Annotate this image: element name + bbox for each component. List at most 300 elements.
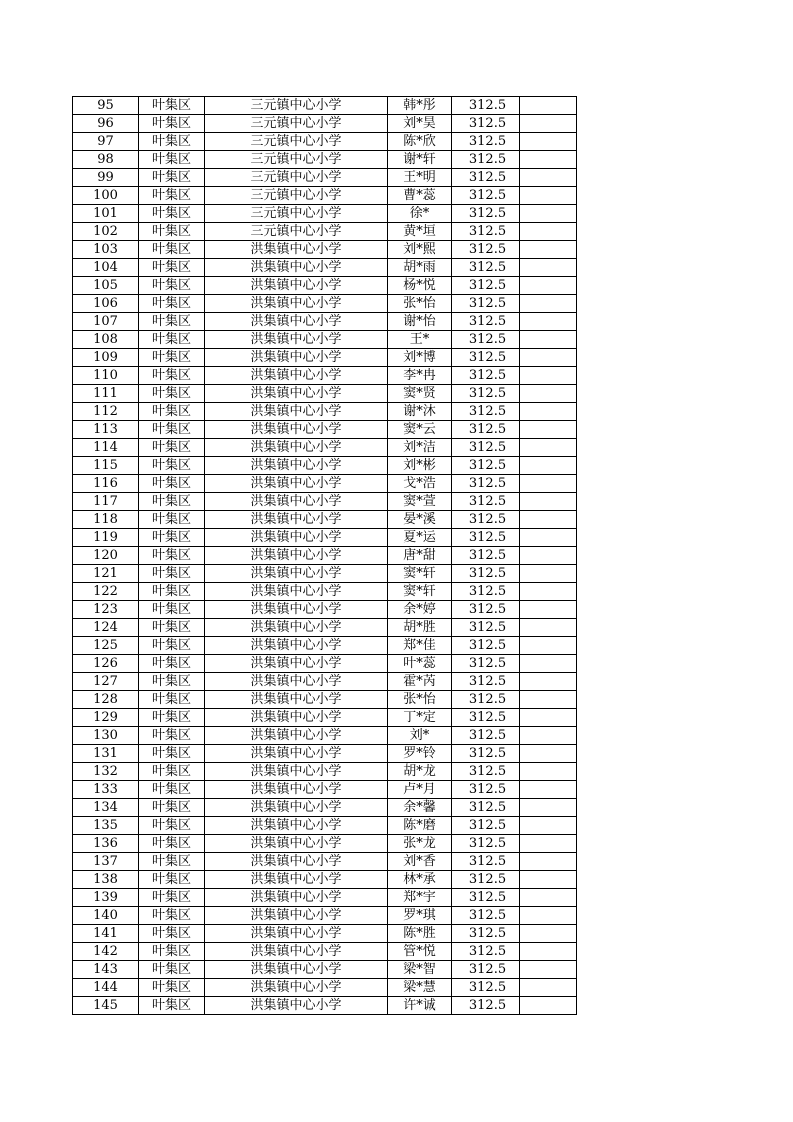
note-cell — [520, 97, 577, 115]
note-cell — [520, 259, 577, 277]
school-cell: 洪集镇中心小学 — [205, 943, 388, 961]
note-cell — [520, 331, 577, 349]
student-name-cell: 张*怡 — [388, 691, 452, 709]
note-cell — [520, 619, 577, 637]
district-cell: 叶集区 — [139, 187, 205, 205]
school-cell: 洪集镇中心小学 — [205, 241, 388, 259]
district-cell: 叶集区 — [139, 403, 205, 421]
school-cell: 洪集镇中心小学 — [205, 889, 388, 907]
school-cell: 洪集镇中心小学 — [205, 817, 388, 835]
student-name-cell: 唐*甜 — [388, 547, 452, 565]
school-cell: 三元镇中心小学 — [205, 97, 388, 115]
table-row — [73, 403, 577, 421]
table-row — [73, 385, 577, 403]
student-name-cell: 刘* — [388, 727, 452, 745]
table-row — [73, 871, 577, 889]
district-cell: 叶集区 — [139, 295, 205, 313]
note-cell — [520, 907, 577, 925]
student-name-cell: 罗*铃 — [388, 745, 452, 763]
student-name-cell: 梁*慧 — [388, 979, 452, 997]
student-name-cell: 谢*轩 — [388, 151, 452, 169]
district-cell: 叶集区 — [139, 493, 205, 511]
row-number-cell: 128 — [73, 691, 139, 709]
score-cell: 312.5 — [452, 799, 520, 817]
school-cell: 洪集镇中心小学 — [205, 961, 388, 979]
school-cell: 洪集镇中心小学 — [205, 601, 388, 619]
table-row — [73, 979, 577, 997]
school-cell: 洪集镇中心小学 — [205, 835, 388, 853]
row-number-cell: 140 — [73, 907, 139, 925]
table-row — [73, 439, 577, 457]
note-cell — [520, 763, 577, 781]
table-row — [73, 637, 577, 655]
school-cell: 洪集镇中心小学 — [205, 907, 388, 925]
table-row — [73, 565, 577, 583]
table-row — [73, 745, 577, 763]
row-number-cell: 132 — [73, 763, 139, 781]
table-row — [73, 529, 577, 547]
student-name-cell: 刘*熙 — [388, 241, 452, 259]
student-name-cell: 陈*欣 — [388, 133, 452, 151]
school-cell: 洪集镇中心小学 — [205, 403, 388, 421]
note-cell — [520, 295, 577, 313]
row-number-cell: 100 — [73, 187, 139, 205]
table-row — [73, 151, 577, 169]
row-number-cell: 106 — [73, 295, 139, 313]
district-cell: 叶集区 — [139, 475, 205, 493]
row-number-cell: 113 — [73, 421, 139, 439]
table-row — [73, 997, 577, 1015]
row-number-cell: 130 — [73, 727, 139, 745]
district-cell: 叶集区 — [139, 745, 205, 763]
row-number-cell: 119 — [73, 529, 139, 547]
school-cell: 三元镇中心小学 — [205, 151, 388, 169]
district-cell: 叶集区 — [139, 151, 205, 169]
student-name-cell: 陈*磨 — [388, 817, 452, 835]
note-cell — [520, 529, 577, 547]
score-cell: 312.5 — [452, 475, 520, 493]
district-cell: 叶集区 — [139, 457, 205, 475]
district-cell: 叶集区 — [139, 691, 205, 709]
note-cell — [520, 817, 577, 835]
table-row — [73, 835, 577, 853]
district-cell: 叶集区 — [139, 619, 205, 637]
note-cell — [520, 943, 577, 961]
score-table — [72, 96, 577, 1015]
district-cell: 叶集区 — [139, 385, 205, 403]
district-cell: 叶集区 — [139, 223, 205, 241]
school-cell: 洪集镇中心小学 — [205, 367, 388, 385]
row-number-cell: 108 — [73, 331, 139, 349]
row-number-cell: 137 — [73, 853, 139, 871]
note-cell — [520, 979, 577, 997]
district-cell: 叶集区 — [139, 781, 205, 799]
district-cell: 叶集区 — [139, 421, 205, 439]
district-cell: 叶集区 — [139, 925, 205, 943]
row-number-cell: 125 — [73, 637, 139, 655]
note-cell — [520, 205, 577, 223]
school-cell: 洪集镇中心小学 — [205, 259, 388, 277]
score-cell: 312.5 — [452, 277, 520, 295]
school-cell: 三元镇中心小学 — [205, 115, 388, 133]
note-cell — [520, 241, 577, 259]
table-row — [73, 115, 577, 133]
student-name-cell: 王* — [388, 331, 452, 349]
score-cell: 312.5 — [452, 619, 520, 637]
row-number-cell: 144 — [73, 979, 139, 997]
school-cell: 洪集镇中心小学 — [205, 925, 388, 943]
row-number-cell: 123 — [73, 601, 139, 619]
note-cell — [520, 637, 577, 655]
student-name-cell: 管*悦 — [388, 943, 452, 961]
student-name-cell: 罗*琪 — [388, 907, 452, 925]
score-cell: 312.5 — [452, 871, 520, 889]
row-number-cell: 118 — [73, 511, 139, 529]
note-cell — [520, 781, 577, 799]
note-cell — [520, 439, 577, 457]
school-cell: 洪集镇中心小学 — [205, 763, 388, 781]
school-cell: 洪集镇中心小学 — [205, 727, 388, 745]
row-number-cell: 134 — [73, 799, 139, 817]
note-cell — [520, 655, 577, 673]
student-name-cell: 张*怡 — [388, 295, 452, 313]
table-row — [73, 457, 577, 475]
school-cell: 洪集镇中心小学 — [205, 583, 388, 601]
note-cell — [520, 691, 577, 709]
score-table-body — [73, 97, 577, 1015]
score-cell: 312.5 — [452, 349, 520, 367]
row-number-cell: 127 — [73, 673, 139, 691]
student-name-cell: 曹*蕊 — [388, 187, 452, 205]
row-number-cell: 105 — [73, 277, 139, 295]
row-number-cell: 145 — [73, 997, 139, 1015]
district-cell: 叶集区 — [139, 799, 205, 817]
table-row — [73, 961, 577, 979]
school-cell: 洪集镇中心小学 — [205, 637, 388, 655]
table-row — [73, 349, 577, 367]
note-cell — [520, 115, 577, 133]
row-number-cell: 141 — [73, 925, 139, 943]
row-number-cell: 110 — [73, 367, 139, 385]
table-row — [73, 295, 577, 313]
table-row — [73, 727, 577, 745]
note-cell — [520, 745, 577, 763]
table-row — [73, 241, 577, 259]
student-name-cell: 胡*雨 — [388, 259, 452, 277]
score-cell: 312.5 — [452, 601, 520, 619]
district-cell: 叶集区 — [139, 979, 205, 997]
student-name-cell: 窦*贤 — [388, 385, 452, 403]
district-cell: 叶集区 — [139, 673, 205, 691]
school-cell: 洪集镇中心小学 — [205, 421, 388, 439]
note-cell — [520, 457, 577, 475]
note-cell — [520, 835, 577, 853]
student-name-cell: 郑*宇 — [388, 889, 452, 907]
note-cell — [520, 853, 577, 871]
student-name-cell: 张*龙 — [388, 835, 452, 853]
table-row — [73, 853, 577, 871]
district-cell: 叶集区 — [139, 529, 205, 547]
score-cell: 312.5 — [452, 439, 520, 457]
note-cell — [520, 187, 577, 205]
note-cell — [520, 799, 577, 817]
table-row — [73, 943, 577, 961]
note-cell — [520, 367, 577, 385]
score-cell: 312.5 — [452, 781, 520, 799]
district-cell: 叶集区 — [139, 313, 205, 331]
row-number-cell: 126 — [73, 655, 139, 673]
student-name-cell: 窦*云 — [388, 421, 452, 439]
table-row — [73, 583, 577, 601]
district-cell: 叶集区 — [139, 601, 205, 619]
note-cell — [520, 475, 577, 493]
table-row — [73, 655, 577, 673]
row-number-cell: 107 — [73, 313, 139, 331]
district-cell: 叶集区 — [139, 547, 205, 565]
table-row — [73, 763, 577, 781]
row-number-cell: 115 — [73, 457, 139, 475]
school-cell: 洪集镇中心小学 — [205, 673, 388, 691]
score-cell: 312.5 — [452, 673, 520, 691]
student-name-cell: 胡*龙 — [388, 763, 452, 781]
district-cell: 叶集区 — [139, 97, 205, 115]
school-cell: 洪集镇中心小学 — [205, 853, 388, 871]
score-cell: 312.5 — [452, 97, 520, 115]
table-row — [73, 133, 577, 151]
student-name-cell: 林*承 — [388, 871, 452, 889]
table-row — [73, 817, 577, 835]
school-cell: 洪集镇中心小学 — [205, 349, 388, 367]
table-row — [73, 97, 577, 115]
score-cell: 312.5 — [452, 547, 520, 565]
score-cell: 312.5 — [452, 457, 520, 475]
school-cell: 洪集镇中心小学 — [205, 655, 388, 673]
score-cell: 312.5 — [452, 727, 520, 745]
score-cell: 312.5 — [452, 691, 520, 709]
table-row — [73, 493, 577, 511]
note-cell — [520, 583, 577, 601]
district-cell: 叶集区 — [139, 439, 205, 457]
score-cell: 312.5 — [452, 583, 520, 601]
table-row — [73, 781, 577, 799]
school-cell: 洪集镇中心小学 — [205, 745, 388, 763]
student-name-cell: 余*馨 — [388, 799, 452, 817]
row-number-cell: 122 — [73, 583, 139, 601]
note-cell — [520, 547, 577, 565]
student-name-cell: 刘*昊 — [388, 115, 452, 133]
student-name-cell: 许*诚 — [388, 997, 452, 1015]
note-cell — [520, 349, 577, 367]
note-cell — [520, 277, 577, 295]
note-cell — [520, 421, 577, 439]
district-cell: 叶集区 — [139, 727, 205, 745]
student-name-cell: 余*婷 — [388, 601, 452, 619]
note-cell — [520, 313, 577, 331]
district-cell: 叶集区 — [139, 889, 205, 907]
row-number-cell: 133 — [73, 781, 139, 799]
district-cell: 叶集区 — [139, 835, 205, 853]
score-cell: 312.5 — [452, 367, 520, 385]
district-cell: 叶集区 — [139, 133, 205, 151]
row-number-cell: 95 — [73, 97, 139, 115]
table-row — [73, 799, 577, 817]
school-cell: 洪集镇中心小学 — [205, 277, 388, 295]
table-row — [73, 925, 577, 943]
student-name-cell: 叶*蕊 — [388, 655, 452, 673]
district-cell: 叶集区 — [139, 961, 205, 979]
row-number-cell: 131 — [73, 745, 139, 763]
district-cell: 叶集区 — [139, 637, 205, 655]
score-cell: 312.5 — [452, 313, 520, 331]
row-number-cell: 142 — [73, 943, 139, 961]
student-name-cell: 韩*彤 — [388, 97, 452, 115]
student-name-cell: 窦*轩 — [388, 565, 452, 583]
table-row — [73, 223, 577, 241]
note-cell — [520, 673, 577, 691]
note-cell — [520, 961, 577, 979]
score-cell: 312.5 — [452, 979, 520, 997]
school-cell: 洪集镇中心小学 — [205, 439, 388, 457]
row-number-cell: 135 — [73, 817, 139, 835]
school-cell: 洪集镇中心小学 — [205, 781, 388, 799]
note-cell — [520, 709, 577, 727]
student-name-cell: 谢*怡 — [388, 313, 452, 331]
student-name-cell: 刘*洁 — [388, 439, 452, 457]
school-cell: 洪集镇中心小学 — [205, 529, 388, 547]
school-cell: 洪集镇中心小学 — [205, 619, 388, 637]
district-cell: 叶集区 — [139, 349, 205, 367]
school-cell: 洪集镇中心小学 — [205, 385, 388, 403]
table-row — [73, 187, 577, 205]
score-cell: 312.5 — [452, 187, 520, 205]
table-row — [73, 547, 577, 565]
row-number-cell: 112 — [73, 403, 139, 421]
school-cell: 洪集镇中心小学 — [205, 709, 388, 727]
score-cell: 312.5 — [452, 907, 520, 925]
table-row — [73, 619, 577, 637]
student-name-cell: 晏*溪 — [388, 511, 452, 529]
district-cell: 叶集区 — [139, 709, 205, 727]
row-number-cell: 111 — [73, 385, 139, 403]
student-name-cell: 窦*轩 — [388, 583, 452, 601]
score-cell: 312.5 — [452, 637, 520, 655]
table-row — [73, 277, 577, 295]
table-row — [73, 511, 577, 529]
district-cell: 叶集区 — [139, 871, 205, 889]
student-name-cell: 郑*佳 — [388, 637, 452, 655]
student-name-cell: 刘*博 — [388, 349, 452, 367]
score-cell: 312.5 — [452, 997, 520, 1015]
school-cell: 洪集镇中心小学 — [205, 979, 388, 997]
score-cell: 312.5 — [452, 331, 520, 349]
table-row — [73, 475, 577, 493]
score-cell: 312.5 — [452, 961, 520, 979]
table-row — [73, 331, 577, 349]
school-cell: 洪集镇中心小学 — [205, 475, 388, 493]
district-cell: 叶集区 — [139, 241, 205, 259]
note-cell — [520, 151, 577, 169]
student-name-cell: 王*明 — [388, 169, 452, 187]
district-cell: 叶集区 — [139, 511, 205, 529]
student-name-cell: 卢*月 — [388, 781, 452, 799]
note-cell — [520, 601, 577, 619]
table-row — [73, 673, 577, 691]
row-number-cell: 104 — [73, 259, 139, 277]
district-cell: 叶集区 — [139, 655, 205, 673]
school-cell: 洪集镇中心小学 — [205, 565, 388, 583]
district-cell: 叶集区 — [139, 943, 205, 961]
note-cell — [520, 133, 577, 151]
row-number-cell: 136 — [73, 835, 139, 853]
district-cell: 叶集区 — [139, 259, 205, 277]
score-cell: 312.5 — [452, 133, 520, 151]
row-number-cell: 116 — [73, 475, 139, 493]
score-cell: 312.5 — [452, 529, 520, 547]
student-name-cell: 黄*垣 — [388, 223, 452, 241]
school-cell: 洪集镇中心小学 — [205, 871, 388, 889]
district-cell: 叶集区 — [139, 115, 205, 133]
district-cell: 叶集区 — [139, 367, 205, 385]
table-row — [73, 601, 577, 619]
score-cell: 312.5 — [452, 943, 520, 961]
table-row — [73, 367, 577, 385]
score-cell: 312.5 — [452, 817, 520, 835]
district-cell: 叶集区 — [139, 169, 205, 187]
district-cell: 叶集区 — [139, 565, 205, 583]
score-cell: 312.5 — [452, 655, 520, 673]
school-cell: 洪集镇中心小学 — [205, 547, 388, 565]
student-name-cell: 刘*香 — [388, 853, 452, 871]
table-row — [73, 691, 577, 709]
student-name-cell: 谢*沐 — [388, 403, 452, 421]
table-row — [73, 889, 577, 907]
school-cell: 洪集镇中心小学 — [205, 997, 388, 1015]
row-number-cell: 96 — [73, 115, 139, 133]
score-cell: 312.5 — [452, 205, 520, 223]
student-name-cell: 窦*萱 — [388, 493, 452, 511]
student-name-cell: 梁*智 — [388, 961, 452, 979]
district-cell: 叶集区 — [139, 853, 205, 871]
district-cell: 叶集区 — [139, 997, 205, 1015]
score-cell: 312.5 — [452, 223, 520, 241]
student-name-cell: 霍*芮 — [388, 673, 452, 691]
district-cell: 叶集区 — [139, 331, 205, 349]
note-cell — [520, 493, 577, 511]
row-number-cell: 129 — [73, 709, 139, 727]
score-cell: 312.5 — [452, 295, 520, 313]
score-cell: 312.5 — [452, 511, 520, 529]
score-cell: 312.5 — [452, 889, 520, 907]
score-cell: 312.5 — [452, 385, 520, 403]
score-cell: 312.5 — [452, 853, 520, 871]
note-cell — [520, 223, 577, 241]
note-cell — [520, 565, 577, 583]
score-cell: 312.5 — [452, 259, 520, 277]
school-cell: 洪集镇中心小学 — [205, 295, 388, 313]
table-row — [73, 169, 577, 187]
note-cell — [520, 403, 577, 421]
score-cell: 312.5 — [452, 565, 520, 583]
school-cell: 三元镇中心小学 — [205, 187, 388, 205]
row-number-cell: 98 — [73, 151, 139, 169]
note-cell — [520, 511, 577, 529]
table-row — [73, 313, 577, 331]
score-cell: 312.5 — [452, 151, 520, 169]
school-cell: 洪集镇中心小学 — [205, 511, 388, 529]
student-name-cell: 陈*胜 — [388, 925, 452, 943]
note-cell — [520, 997, 577, 1015]
table-row — [73, 907, 577, 925]
